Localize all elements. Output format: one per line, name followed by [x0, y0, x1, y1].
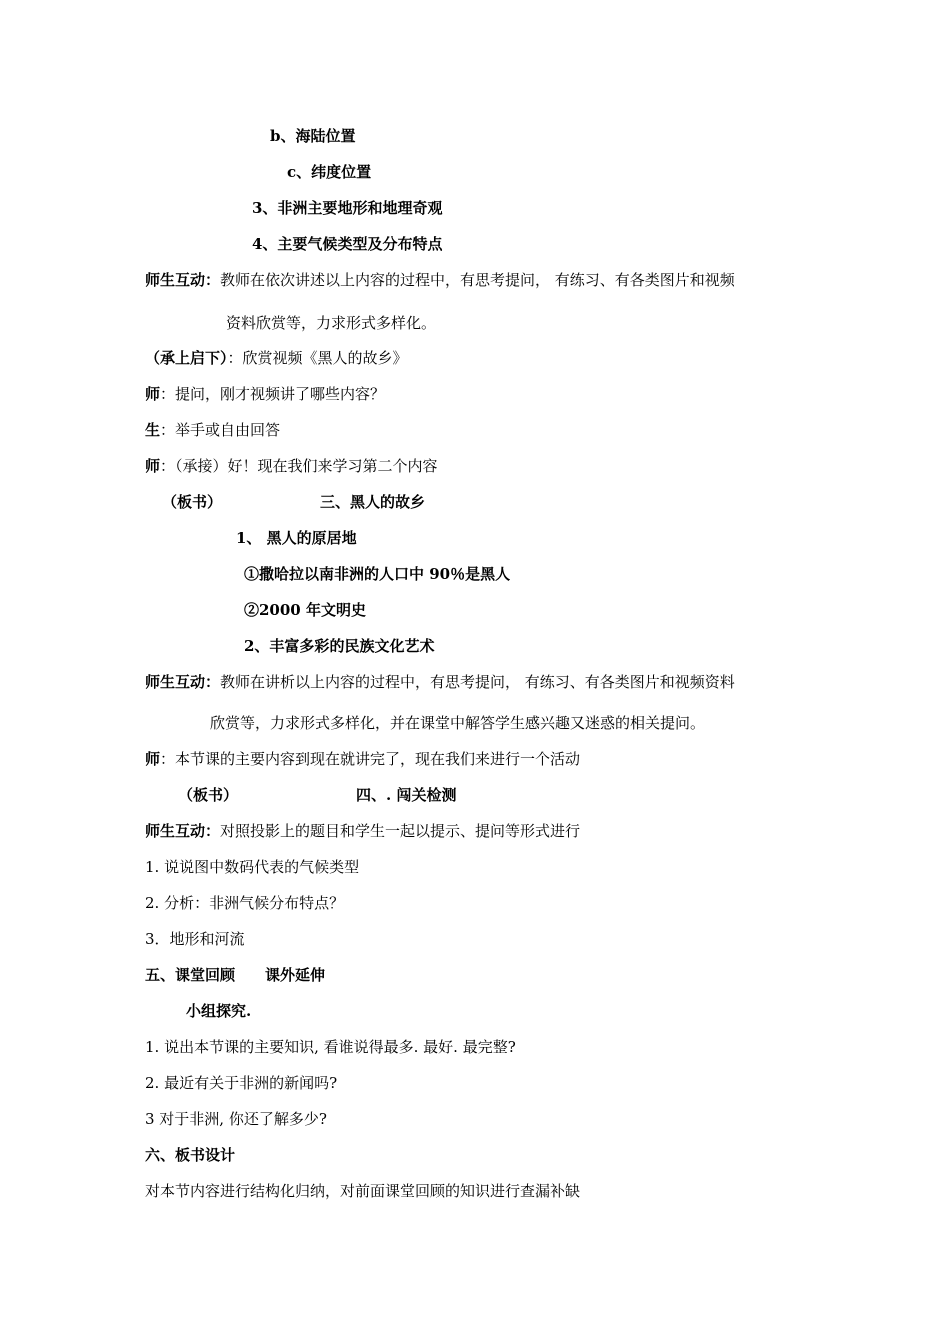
paragraph-teacher-2 [145, 456, 438, 476]
paragraph-continuation: 欣赏等，力求形式多样化，并在课堂中解答学生感兴趣又迷惑的相关提问。 [210, 714, 706, 732]
group-inquiry-label: 小组探究. [186, 1002, 252, 1020]
section-heading-4: 四、. 闯关检测 [356, 786, 457, 804]
label-interaction: 师生互动： [145, 271, 221, 289]
paragraph-transition [145, 348, 408, 368]
text-interaction: 教师在讲析以上内容的过程中，有思考提问， 有练习、有各类图片和视频资料 [220, 673, 735, 691]
question-1: 1. 说说图中数码代表的气候类型 [145, 858, 360, 876]
question-2: 2. 分析：非洲气候分布特点？ [145, 894, 345, 912]
section-5-part-a: 五、课堂回顾 [145, 966, 236, 984]
paragraph-continuation: 资料欣赏等，力求形式多样化。 [226, 314, 437, 332]
text-interaction: 对照投影上的题目和学生一起以提示、提问等形式进行 [220, 822, 581, 840]
subitem-1: 1、 黑人的原居地 [236, 529, 357, 547]
text-interaction: 教师在依次讲述以上内容的过程中，有思考提问， 有练习、有各类图片和视频 [220, 271, 735, 289]
label-student: 生 [145, 421, 161, 439]
summary-paragraph: 对本节内容进行结构化归纳，对前面课堂回顾的知识进行查漏补缺 [145, 1182, 581, 1200]
question-3: 3．地形和河流 [145, 930, 245, 948]
label-interaction: 师生互动： [145, 673, 221, 691]
text-teacher: ：本节课的主要内容到现在就讲完了，现在我们来进行一个活动 [160, 750, 581, 768]
paragraph-interaction-3 [145, 821, 580, 841]
label-teacher: 师 [145, 457, 161, 475]
text-transition: ：欣赏视频《黑人的故乡》 [227, 349, 408, 367]
blackboard-label-3: （板书） [162, 493, 223, 511]
paragraph-interaction-2 [145, 672, 735, 692]
outline-item-3: 3、非洲主要地形和地理奇观 [252, 199, 443, 217]
label-interaction: 师生互动： [145, 822, 221, 840]
paragraph-teacher-1 [145, 384, 385, 404]
section-5-part-b: 课外延伸 [265, 966, 326, 984]
subitem-1-point-1: ①撒哈拉以南非洲的人口中 90％是黑人 [244, 565, 511, 583]
inquiry-question-3: 3 对于非洲, 你还了解多少? [145, 1110, 327, 1128]
paragraph-interaction-1 [145, 270, 735, 290]
section-heading-3: 三、黑人的故乡 [320, 493, 426, 511]
text-teacher: ：提问，刚才视频讲了哪些内容？ [160, 385, 386, 403]
text-student: ：举手或自由回答 [160, 421, 281, 439]
label-teacher: 师 [145, 385, 161, 403]
inquiry-question-1: 1. 说出本节课的主要知识, 看谁说得最多. 最好. 最完整? [145, 1038, 516, 1056]
blackboard-label-4: （板书） [178, 786, 239, 804]
label-teacher: 师 [145, 750, 161, 768]
paragraph-teacher-3 [145, 749, 580, 769]
outline-item-b: b、海陆位置 [270, 127, 356, 145]
subitem-2: 2、丰富多彩的民族文化艺术 [244, 637, 435, 655]
inquiry-question-2: 2. 最近有关于非洲的新闻吗? [145, 1074, 338, 1092]
paragraph-student [145, 420, 280, 440]
outline-item-4: 4、主要气候类型及分布特点 [252, 235, 443, 253]
outline-item-c: c、纬度位置 [287, 163, 372, 181]
section-heading-5 [145, 965, 325, 985]
label-transition: （承上启下） [145, 349, 228, 367]
text-teacher: ：（承接）好！现在我们来学习第二个内容 [160, 457, 438, 475]
subitem-1-point-2: ②2000 年文明史 [244, 601, 366, 619]
section-heading-6: 六、板书设计 [145, 1146, 236, 1164]
